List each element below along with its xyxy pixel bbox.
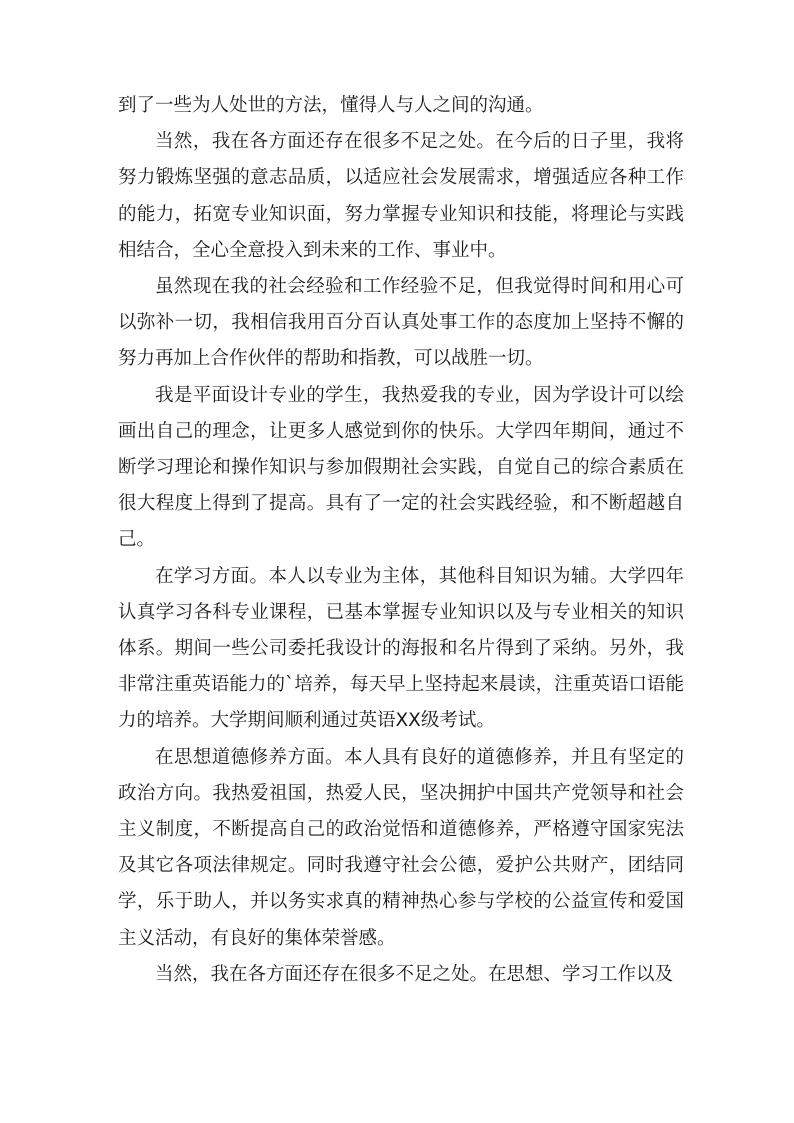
paragraph-4: 我是平面设计专业的学生，我热爱我的专业，因为学设计可以绘画出自己的理念，让更多人感觉到你的快乐。大学四年期间，通过不断学习理论和操作知识与参加假期社会实践，自觉自己的综合素质在很大程度上得到了提高。具有了一定的社会实践经验，和不断超越自己。 [118, 384, 684, 551]
paragraph-3: 虽然现在我的社会经验和工作经验不足，但我觉得时间和用心可以弥补一切，我相信我用百分百认真处事工作的态度加上坚持不懈的努力再加上合作伙伴的帮助和指教，可以战胜一切。 [118, 276, 684, 370]
paragraph-1: 到了一些为人处世的方法，懂得人与人之间的沟通。 [118, 95, 544, 116]
paragraph-7: 当然，我在各方面还存在很多不足之处。在思想、学习工作以及 [155, 963, 674, 985]
paragraph-6: 在思想道德修养方面。本人具有良好的道德修养，并且有坚定的政治方向。我热爱祖国，热爱人民，坚决拥护中国共产党领导和社会主义制度，不断提高自己的政治觉悟和道德修养，严格遵守国家宪法及其它各项法律规定。同时我遵守社会公德，爱护公共财产，团结同学，乐于助人，并以务实求真的精神热心参与学校的公益宣传和爱国主义活动，有良好的集体荣誉感。 [118, 746, 684, 949]
document-body [118, 88, 684, 993]
paragraph-5: 在学习方面。本人以专业为主体，其他科目知识为辅。大学四年认真学习各科专业课程，已基本掌握专业知识以及与专业相关的知识体系。期间一些公司委托我设计的海报和名片得到了采纳。另外，我非常注重英语能力的`培养，每天早上坚持起来晨读，注重英语口语能力的培养。大学期间顺利通过英语XX级考试。 [118, 565, 684, 732]
paragraph-2: 当然，我在各方面还存在很多不足之处。在今后的日子里，我将努力锻炼坚强的意志品质，以适应社会发展需求，增强适应各种工作的能力，拓宽专业知识面，努力掌握专业知识和技能，将理论与实践相结合，全心全意投入到未来的工作、事业中。 [118, 131, 684, 261]
